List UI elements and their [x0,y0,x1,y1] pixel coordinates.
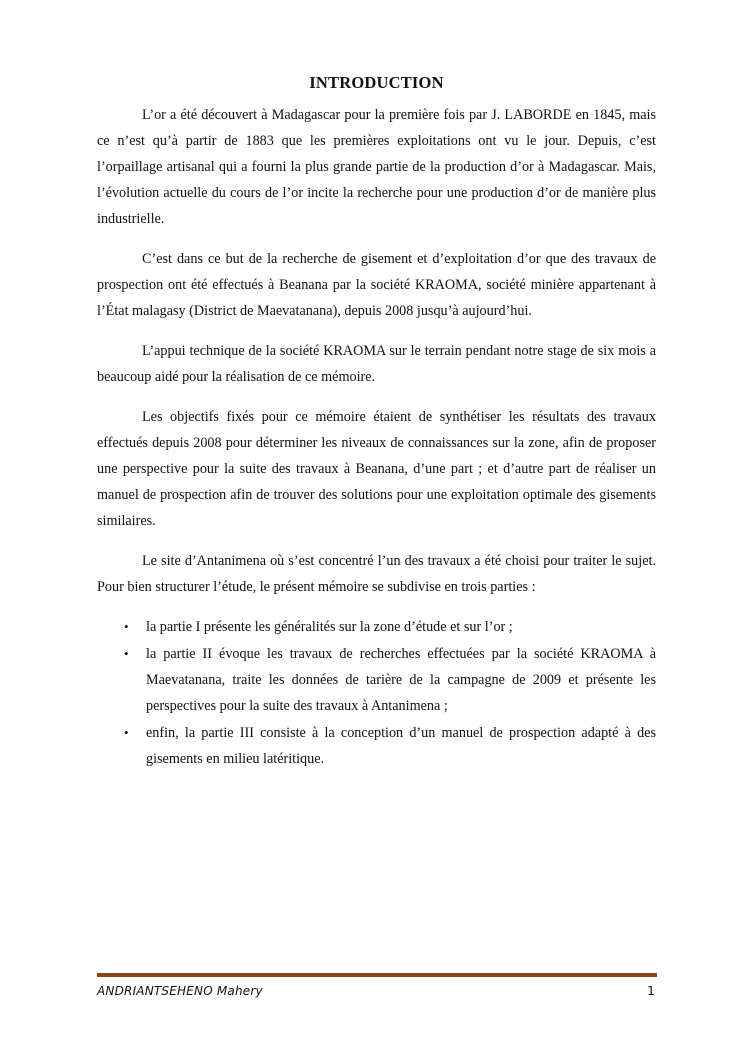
list-item [97,614,656,640]
page-body [97,70,656,773]
footer-author: ANDRIANTSEHENO Mahery [97,984,263,998]
page-number: 1 [647,983,655,998]
paragraph-support: L’appui technique de la société KRAOMA sur le terrain pendant notre stage de six mois a beaucoup aidé pour la réalisation de ce mémoire. [97,343,656,385]
paragraph-objectives: Les objectifs fixés pour ce mémoire étaient de synthétiser les résultats des travaux effectués depuis 2008 pour déterminer les niveaux de connaissances sur la zone, afin de proposer une perspective pour la suite des travaux à Beanana, d’une part ; et d’autre part de réaliser un manuel de prospection afin de trouver des solutions pour une exploitation optimale des gisements similaires. [97,409,656,529]
list-item-text: la partie II évoque les travaux de recherches effectuées par la société KRAOMA à Maevatanana, traite les données de tarière de la campagne de 2009 et présente les perspectives pour la suite des travaux à Antanimena ; [146,646,656,714]
list-item-text: la partie I présente les généralités sur la zone d’étude et sur l’or ; [146,619,513,635]
paragraph-history: L’or a été découvert à Madagascar pour la première fois par J. LABORDE en 1845, mais ce n’est qu’à partir de 1883 que les premières exploitations ont vu le jour. Depuis, c’est l’orpaillage artisanal qui a fourni la plus grande partie de la production d’or à Madagascar. Mais, l’évolution actuelle du cours de l’or incite la recherche pour une production d’or de manière plus industrielle. [97,107,656,227]
list-item-text: enfin, la partie III consiste à la conception d’un manuel de prospection adapté à des gisements en milieu latéritique. [146,725,656,767]
list-item [97,720,656,772]
bullet-icon: • [124,725,129,740]
parts-list [97,614,656,772]
paragraph-structure: Le site d’Antanimena où s’est concentré l’un des travaux a été choisi pour traiter le sujet. Pour bien structurer l’étude, le présent mémoire se subdivise en trois parties : [97,553,656,595]
bullet-icon: • [124,646,129,661]
list-item [97,641,656,719]
section-title: INTRODUCTION [309,73,444,92]
footer-divider [97,973,657,977]
bullet-icon: • [124,619,129,634]
paragraph-prospection: C’est dans ce but de la recherche de gisement et d’exploitation d’or que des travaux de prospection ont été effectués à Beanana par la société KRAOMA, société minière appartenant à l’État malagasy (District de Maevatanana), depuis 2008 jusqu’à aujourd’hui. [97,251,656,319]
